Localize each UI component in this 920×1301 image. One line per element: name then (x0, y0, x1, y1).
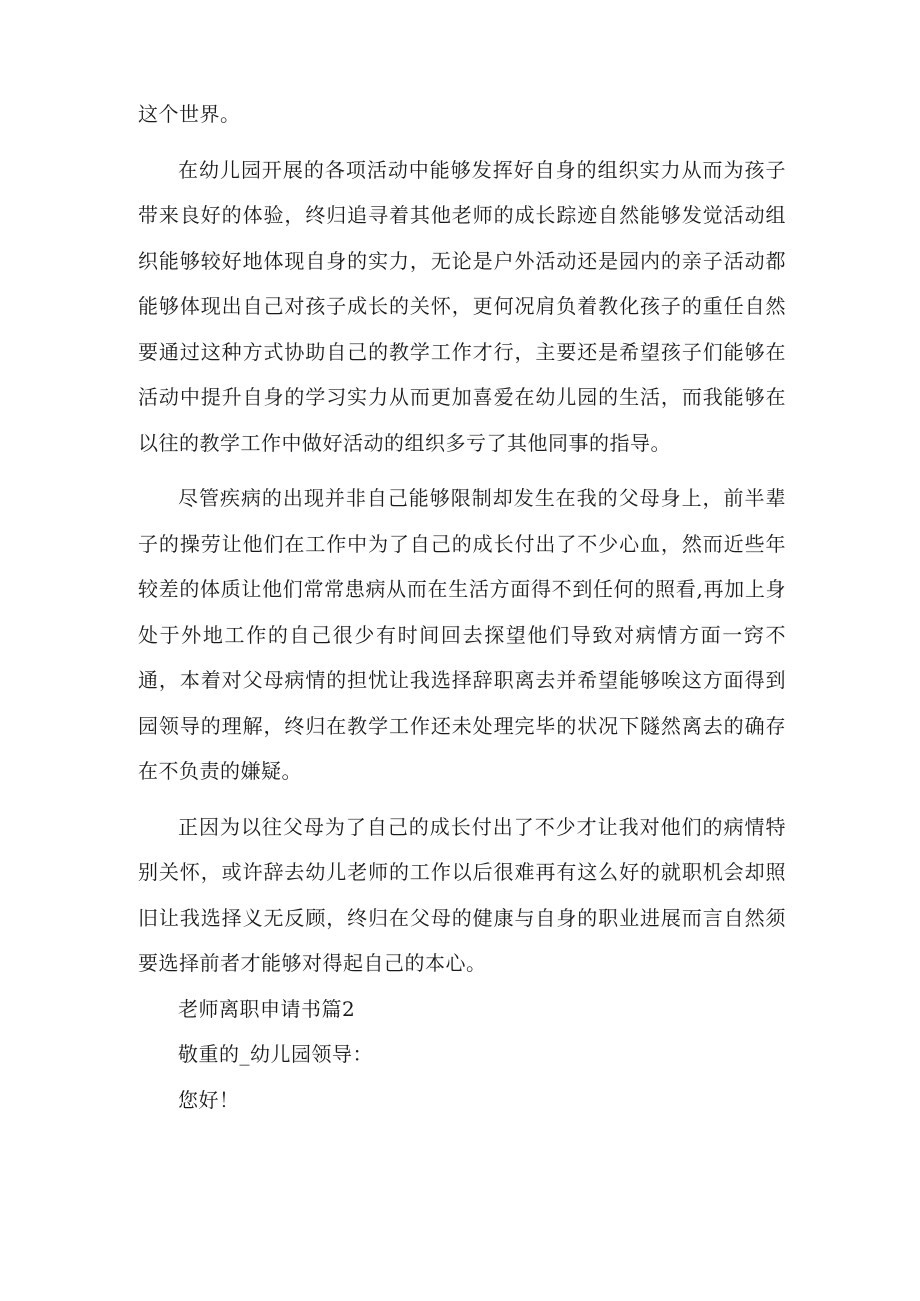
document-page (138, 92, 786, 1123)
paragraph-continuation: 这个世界。 (138, 102, 241, 126)
paragraph-activities: 在幼儿园开展的各项活动中能够发挥好自身的组织实力从而为孩子带来良好的体验，终归追寻着其他老师的成长踪迹自然能够发觉活动组织能够较好地体现自身的实力，无论是户外活动还是园内的亲子活动都能够体现出自己对孩子成长的关怀，更何况肩负着教化孩子的重任自然要通过这种方式协助自己的教学工作才行，主要还是希望孩子们能够在活动中提升自身的学习实力从而更加喜爱在幼儿园的生活，而我能够在以往的教学工作中做好活动的组织多亏了其他同事的指导。 (138, 157, 786, 455)
paragraph-parents-illness: 尽管疾病的出现并非自己能够限制却发生在我的父母身上，前半辈子的操劳让他们在工作中为了自己的成长付出了不少心血，然而近些年较差的体质让他们常常患病从而在生活方面得不到任何的照看,再加上身处于外地工作的自己很少有时间回去探望他们导致对病情方面一窍不通，本着对父母病情的担忧让我选择辞职离去并希望能够唉这方面得到园领导的理解，终归在教学工作还未处理完毕的状况下隧然离去的确存在不负责的嫌疑。 (138, 486, 786, 783)
greeting: 您好！ (178, 1087, 240, 1112)
section-title: 老师离职申请书篇2 (178, 996, 356, 1021)
salutation: 敬重的_幼儿园领导： (178, 1042, 373, 1066)
paragraph-decision: 正因为以往父母为了自己的成长付出了不少才让我对他们的病情特别关怀，或许辞去幼儿老师的工作以后很难再有这么好的就职机会却照旧让我选择义无反顾，终归在父母的健康与自身的职业进展而言自然须要选择前者才能够对得起自己的本心。 (138, 814, 786, 975)
